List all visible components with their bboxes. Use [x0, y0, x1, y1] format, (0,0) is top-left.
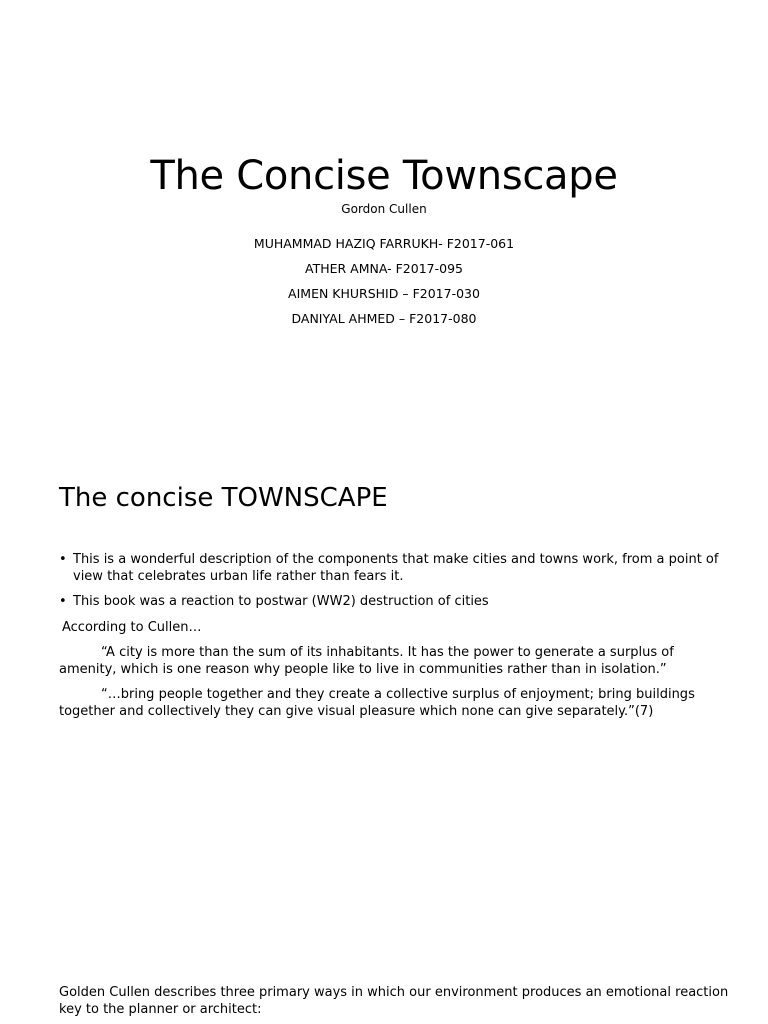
author-item: ATHER AMNA- F2017-095 — [305, 261, 463, 276]
bullet-text: This book was a reaction to postwar (WW2) destruction of cities — [73, 594, 489, 609]
bullet-list — [59, 551, 731, 618]
author-item: DANIYAL AHMED – F2017-080 — [291, 311, 477, 326]
bullet-icon: • — [59, 594, 67, 609]
author-item: MUHAMMAD HAZIQ FARRUKH- F2017-061 — [253, 236, 515, 251]
bullet-icon: • — [59, 552, 67, 567]
list-item — [59, 593, 731, 610]
author-item: AIMEN KHURSHID – F2017-030 — [288, 286, 480, 301]
subtitle: Gordon Cullen — [341, 202, 427, 216]
attribution-text: According to Cullen… — [62, 620, 202, 635]
quote-text: “A city is more than the sum of its inhabitants. It has the power to generate a surplus of amenity, which is one reason why people like to live in communities rather than in isolation.” — [59, 645, 674, 677]
next-slide-paragraph: Golden Cullen describes three primary ways in which our environment produces an emotional reaction key to the planner or architect: — [59, 985, 729, 1017]
quote-text: “…bring people together and they create a collective surplus of enjoyment; bring buildings together and collectively they can give visual pleasure which none can give separately.”(7) — [59, 687, 695, 719]
bullet-text: This is a wonderful description of the components that make cities and towns work, from a point of view that celebrates urban life rather than fears it. — [73, 552, 719, 584]
page-title: The Concise Townscape — [150, 153, 618, 199]
section-heading: The concise TOWNSCAPE — [59, 483, 388, 513]
list-item — [59, 551, 731, 585]
